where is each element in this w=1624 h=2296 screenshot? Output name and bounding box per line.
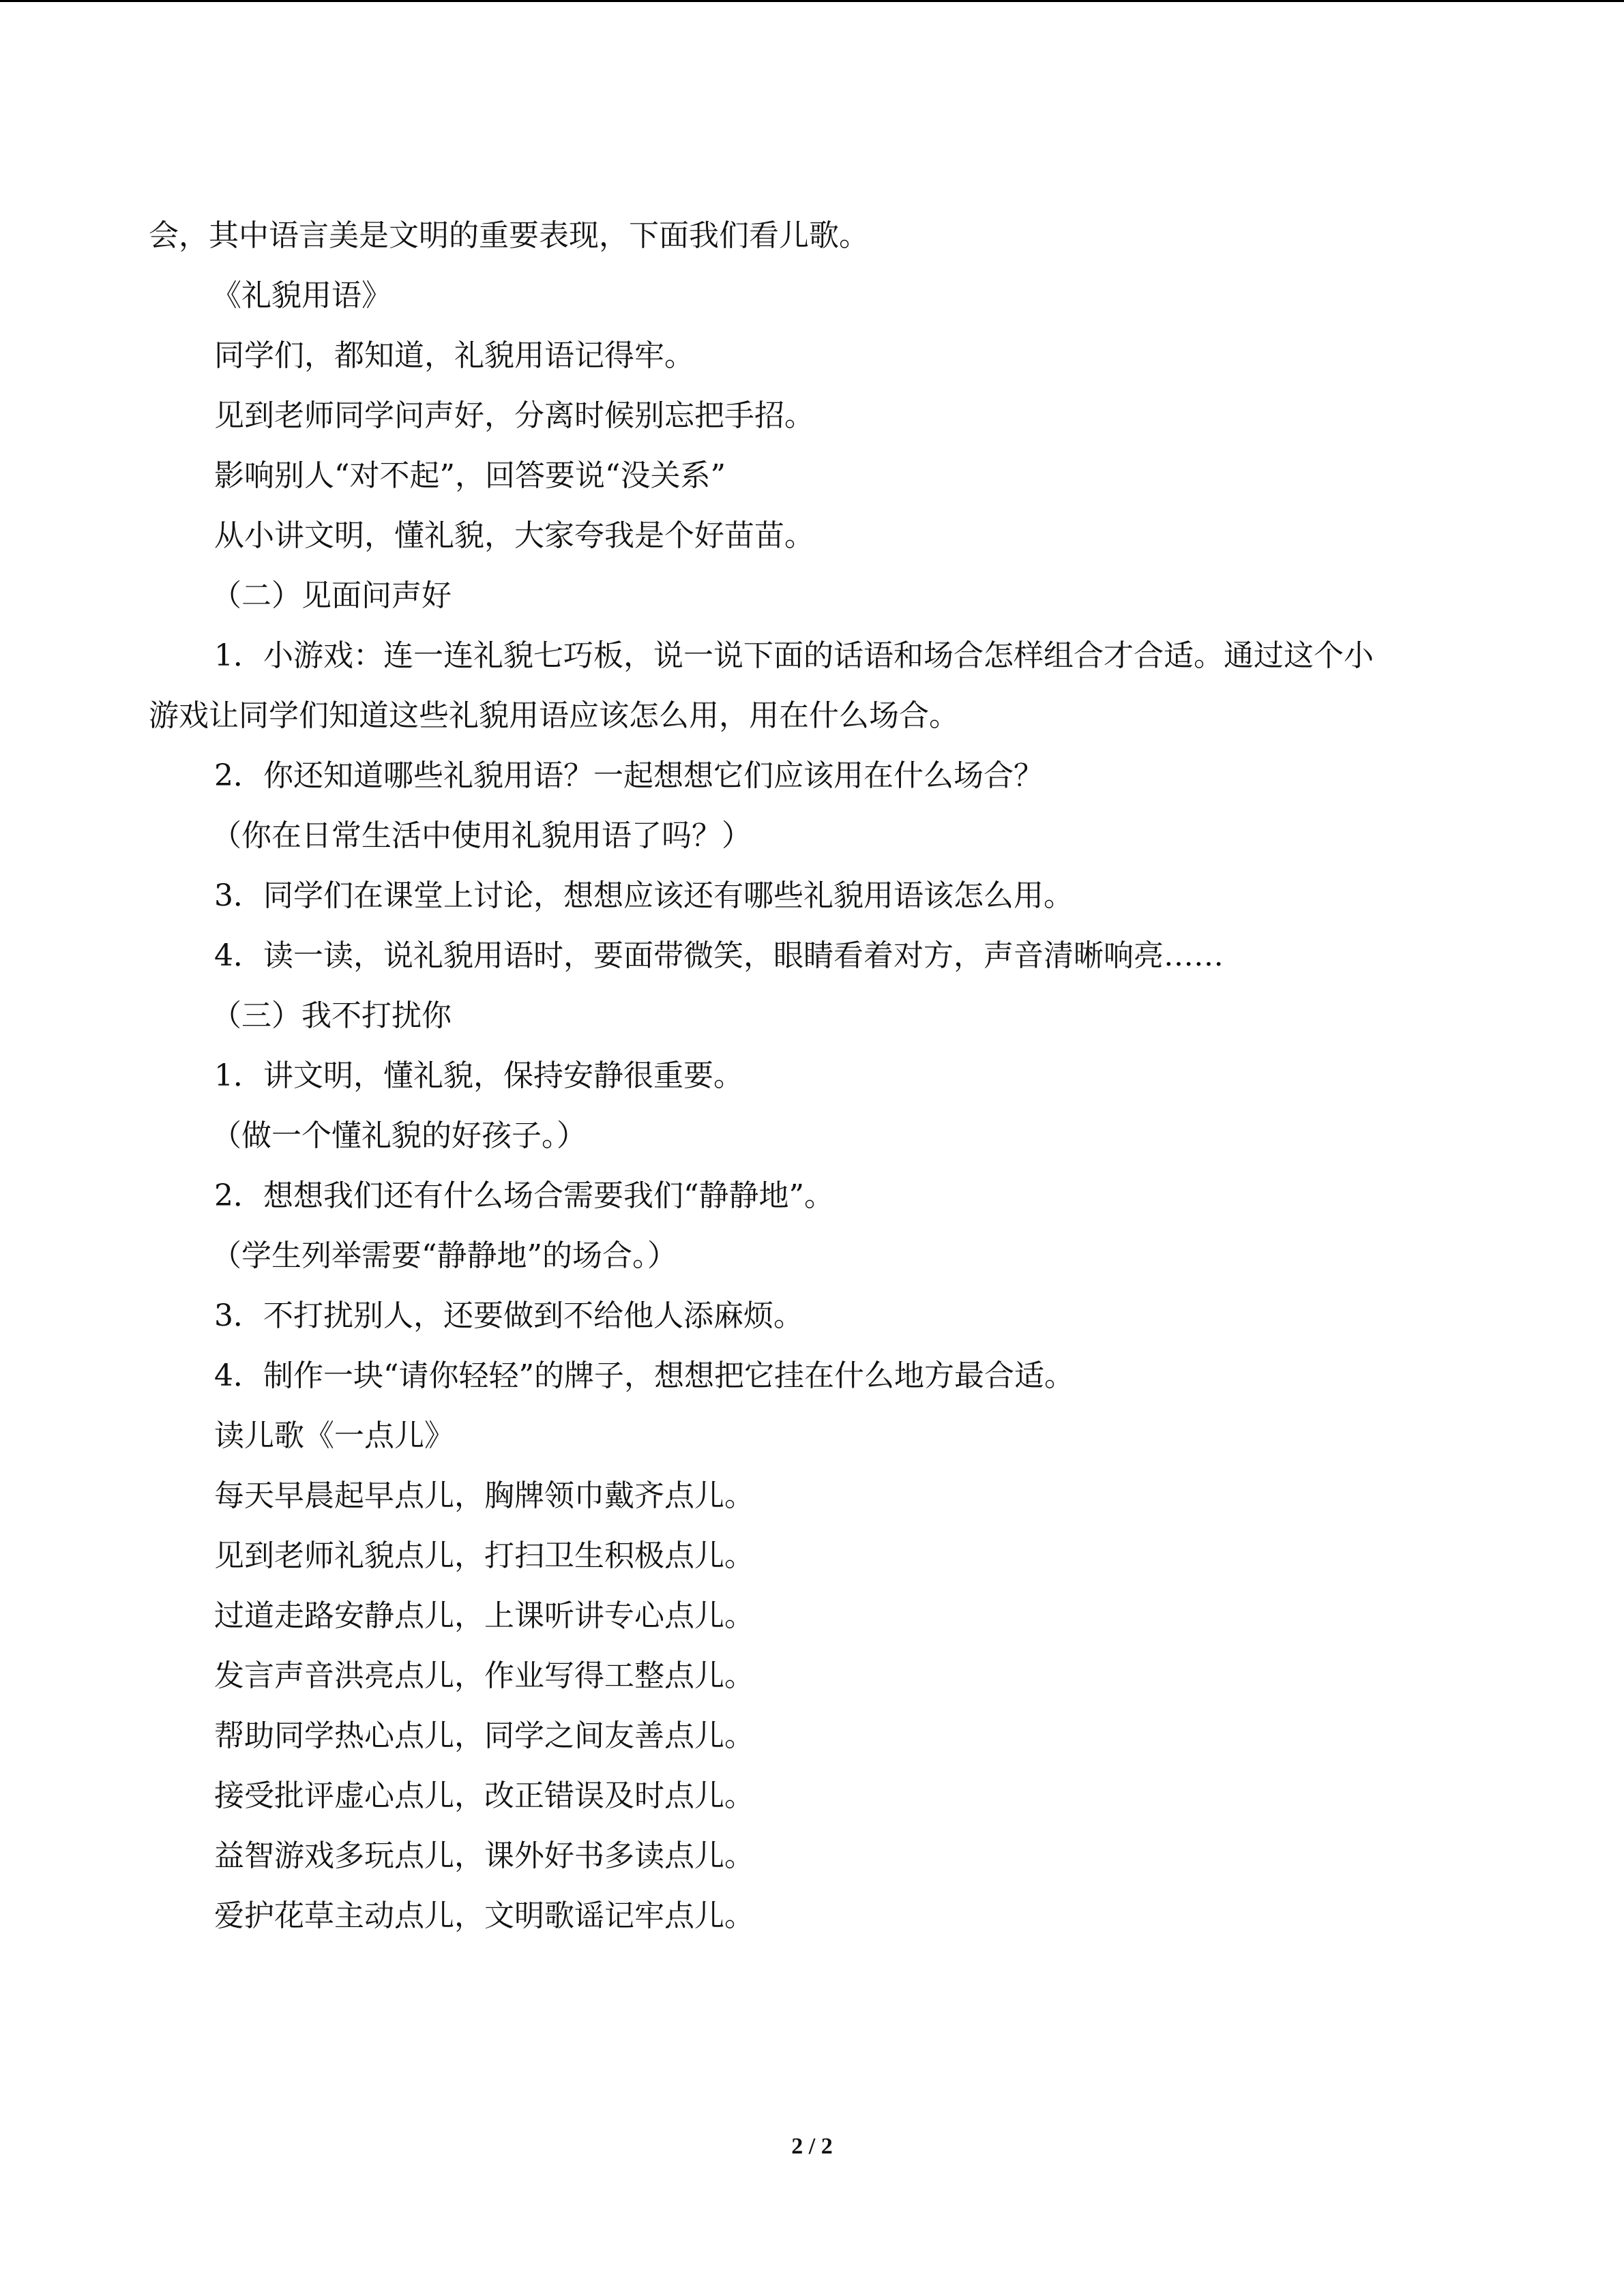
poem-line: 益智游戏多玩点儿，课外好书多读点儿。 bbox=[214, 1838, 754, 1873]
text-line: 2．想想我们还有什么场合需要我们“静静地”。 bbox=[214, 1178, 834, 1213]
poem-line: 帮助同学热心点儿，同学之间友善点儿。 bbox=[214, 1718, 754, 1753]
text-line: （做一个懂礼貌的好孩子。） bbox=[211, 1118, 587, 1153]
text-line: 会，其中语言美是文明的重要表现，下面我们看儿歌。 bbox=[149, 218, 869, 253]
text-line: 2．你还知道哪些礼貌用语？一起想想它们应该用在什么场合？ bbox=[214, 758, 1044, 793]
text-line: 1．小游戏：连一连礼貌七巧板，说一说下面的话语和场合怎样组合才合适。通过这个小 bbox=[214, 638, 1374, 673]
text-line: 3．同学们在课堂上讨论，想想应该还有哪些礼貌用语该怎么用。 bbox=[214, 878, 1074, 913]
poem-line: 见到老师礼貌点儿，打扫卫生积极点儿。 bbox=[214, 1538, 754, 1573]
text-line: 游戏让同学们知道这些礼貌用语应该怎么用，用在什么场合。 bbox=[149, 698, 959, 733]
text-line: 3．不打扰别人，还要做到不给他人添麻烦。 bbox=[214, 1298, 803, 1333]
poem-line: 见到老师同学问声好，分离时候别忘把手招。 bbox=[214, 398, 814, 433]
poem-title: 读儿歌《一点儿》 bbox=[214, 1418, 454, 1453]
text-line: 4．制作一块“请你轻轻”的牌子，想想把它挂在什么地方最合适。 bbox=[214, 1358, 1074, 1393]
text-line: （学生列举需要“静静地”的场合。） bbox=[211, 1238, 677, 1273]
text-line: （你在日常生活中使用礼貌用语了吗？） bbox=[211, 818, 752, 853]
poem-title: 《礼貌用语》 bbox=[211, 278, 392, 313]
poem-line: 发言声音洪亮点儿，作业写得工整点儿。 bbox=[214, 1658, 754, 1693]
text-line: 1．讲文明，懂礼貌，保持安静很重要。 bbox=[214, 1058, 743, 1093]
page-number: 2 / 2 bbox=[791, 2134, 833, 2159]
poem-line: 爱护花草主动点儿，文明歌谣记牢点儿。 bbox=[214, 1898, 754, 1933]
poem-line: 接受批评虚心点儿，改正错误及时点儿。 bbox=[214, 1778, 754, 1813]
section-heading: （二）见面问声好 bbox=[211, 578, 452, 613]
poem-line: 从小讲文明，懂礼貌，大家夸我是个好苗苗。 bbox=[214, 518, 814, 553]
poem-line: 影响别人“对不起”，回答要说“没关系” bbox=[214, 458, 726, 493]
poem-line: 每天早晨起早点儿，胸牌领巾戴齐点儿。 bbox=[214, 1478, 754, 1513]
poem-line: 同学们，都知道，礼貌用语记得牢。 bbox=[214, 338, 694, 373]
poem-line: 过道走路安静点儿，上课听讲专心点儿。 bbox=[214, 1598, 754, 1633]
text-line: 4．读一读，说礼貌用语时，要面带微笑，眼睛看着对方，声音清晰响亮…… bbox=[214, 938, 1224, 973]
section-heading: （三）我不打扰你 bbox=[211, 998, 452, 1033]
